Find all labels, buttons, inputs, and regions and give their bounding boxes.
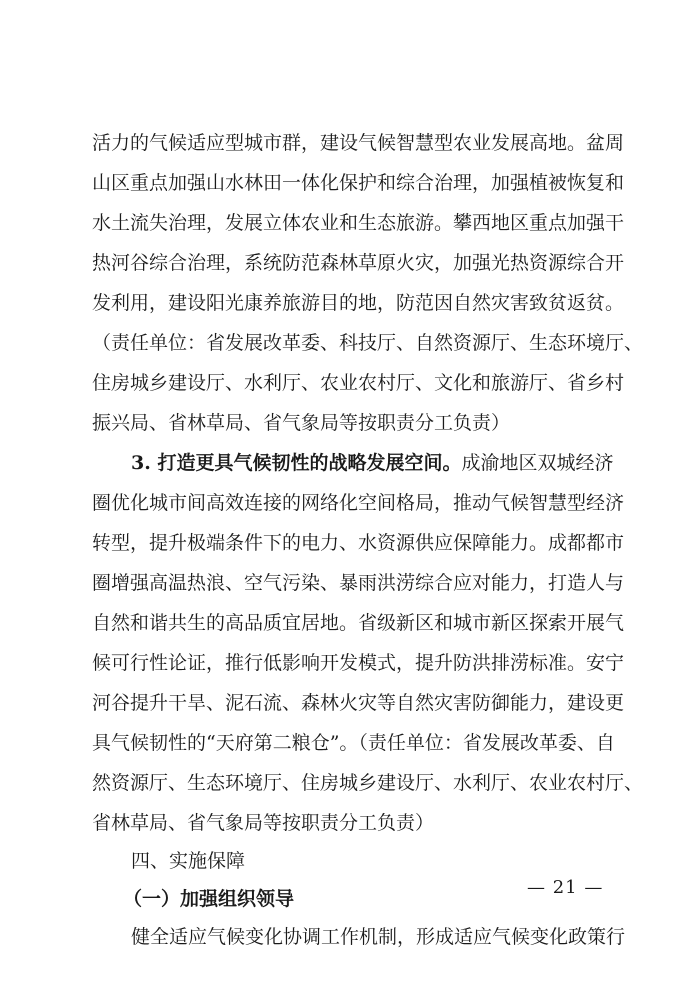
paragraph-line: 然资源厅、生态环境厅、住房城乡建设厅、水利厅、农业农村厅、: [92, 772, 644, 794]
paragraph-line: 水土流失治理，发展立体农业和生态旅游。攀西地区重点加强干: [92, 212, 625, 234]
paragraph-line: （责任单位：省发展改革委、科技厅、自然资源厅、生态环境厅、: [92, 332, 644, 354]
paragraph-line: 住房城乡建设厅、水利厅、农业农村厅、文化和旅游厅、省乡村: [92, 372, 625, 394]
paragraph-line: 热河谷综合治理，系统防范森林草原火灾，加强光热资源综合开: [92, 252, 625, 274]
paragraph-line: 山区重点加强山水林田一体化保护和综合治理，加强植被恢复和: [92, 172, 625, 194]
paragraph-line: 自然和谐共生的高品质宜居地。省级新区和城市新区探索开展气: [92, 612, 625, 634]
paragraph-line: 具气候韧性的“天府第二粮仓”。（责任单位：省发展改革委、自: [92, 732, 615, 754]
paragraph-line: 候可行性论证，推行低影响开发模式，提升防洪排涝标准。安宁: [92, 652, 625, 674]
paragraph-line: 活力的气候适应型城市群，建设气候智慧型农业发展高地。盆周: [92, 132, 625, 154]
subsection-1-heading: （一）加强组织领导: [123, 888, 295, 910]
section-4-heading: 四、实施保障: [131, 850, 246, 872]
paragraph-line: 振兴局、省林草局、省气象局等按职责分工负责）: [92, 412, 511, 434]
section-3-first-line-text: 成渝地区双城经济: [461, 452, 614, 474]
paragraph-line: 省林草局、省气象局等按职责分工负责）: [92, 812, 435, 834]
section-3-first-line: [131, 451, 612, 475]
subsection-1-text: 健全适应气候变化协调工作机制，形成适应气候变化政策行: [131, 926, 626, 948]
paragraph-line: 河谷提升干旱、泥石流、森林火灾等自然灾害防御能力，建设更: [92, 692, 625, 714]
paragraph-line: 转型，提升极端条件下的电力、水资源供应保障能力。成都都市: [92, 532, 625, 554]
paragraph-line: 发利用，建设阳光康养旅游目的地，防范因自然灾害致贫返贫。: [92, 292, 625, 314]
section-3-title: 3. 打造更具气候韧性的战略发展空间。: [131, 452, 462, 474]
page-number: — 21 —: [527, 877, 604, 898]
paragraph-line: 圈优化城市间高效连接的网络化空间格局，推动气候智慧型经济: [92, 492, 625, 514]
paragraph-line: 圈增强高温热浪、空气污染、暴雨洪涝综合应对能力，打造人与: [92, 572, 625, 594]
